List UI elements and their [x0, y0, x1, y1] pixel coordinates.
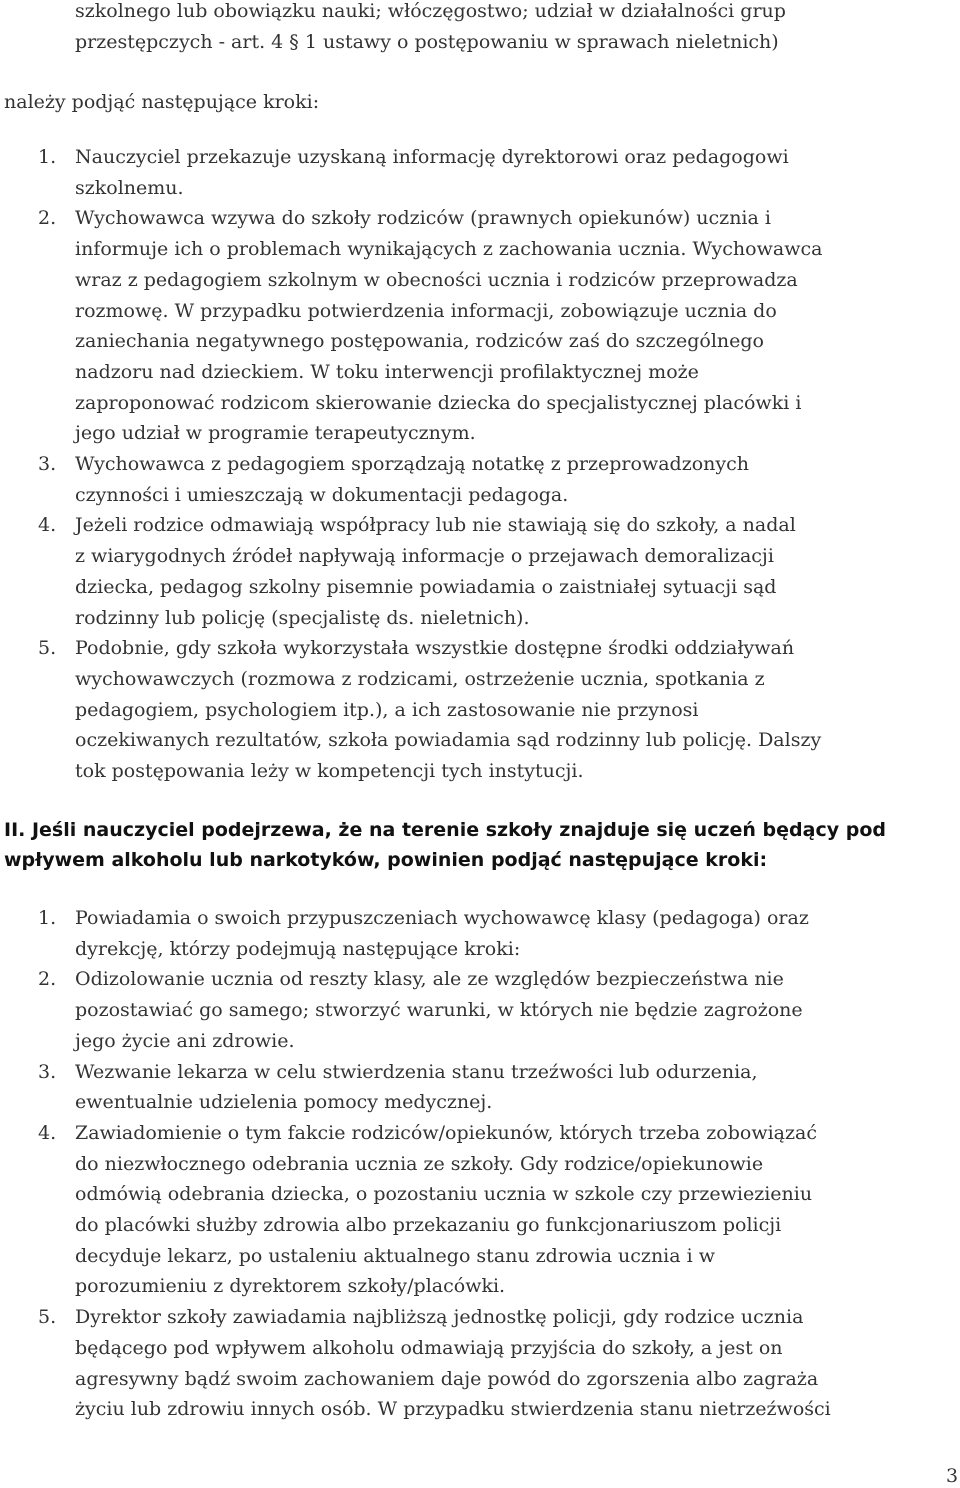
list-item-line: wychowawczych (rozmowa z rodzicami, ostrzeżenie ucznia, spotkania z: [75, 667, 765, 690]
list-item-number: 3.: [38, 1060, 57, 1083]
list-item-line: informuje ich o problemach wynikających z zachowania ucznia. Wychowawca: [75, 238, 823, 261]
list-item-number: 4.: [38, 1121, 57, 1144]
section-2-heading: [4, 815, 886, 845]
list-item-line: Nauczyciel przekazuje uzyskaną informację dyrektorowi oraz pedagogowi: [75, 146, 789, 168]
section-2-heading: [4, 845, 767, 875]
list-item-line: szkolnemu.: [75, 176, 184, 199]
intro-line: szkolnego lub obowiązku nauki; włóczęgostwo; udział w działalności grup: [75, 0, 786, 22]
intro-line: należy podjąć następujące kroki:: [4, 91, 320, 113]
list-item-line: Zawiadomienie o tym fakcie rodziców/opiekunów, których trzeba zobowiązać: [75, 1121, 817, 1144]
list-item-line: czynności i umieszczają w dokumentacji pedagoga.: [75, 483, 569, 506]
list-item-line: oczekiwanych rezultatów, szkoła powiadamia sąd rodzinny lub policję. Dalszy: [75, 729, 822, 752]
list-item-number: 1.: [38, 146, 57, 168]
list-item-line: agresywny bądź swoim zachowaniem daje powód do zgorszenia albo zagraża: [75, 1367, 819, 1390]
list-item-line: ewentualnie udzielenia pomocy medycznej.: [75, 1091, 493, 1114]
list-item-line: nadzoru nad dzieckiem. W toku interwencji profilaktycznej może: [75, 360, 699, 383]
list-item-line: Jeżeli rodzice odmawiają współpracy lub nie stawiają się do szkoły, a nadal: [75, 514, 796, 537]
list-item-line: dziecka, pedagog szkolny pisemnie powiadamia o zaistniałej sytuacji sąd: [75, 575, 777, 598]
section-2-heading-line: II. Jeśli nauczyciel podejrzewa, że na terenie szkoły znajduje się uczeń będący pod: [4, 819, 886, 841]
list-item-line: odmówią odebrania dziecka, o pozostaniu ucznia w szkole czy przewiezieniu: [75, 1183, 813, 1206]
list-item-line: zaproponować rodzicom skierowanie dziecka do specjalistycznej placówki i: [75, 391, 802, 414]
list-item-line: Wychowawca z pedagogiem sporządzają notatkę z przeprowadzonych: [75, 453, 749, 475]
section-2-heading-line: wpływem alkoholu lub narkotyków, powinien podjąć następujące kroki:: [4, 849, 768, 871]
list-item-line: decyduje lekarz, po ustaleniu aktualnego stanu zdrowia ucznia i w: [75, 1244, 716, 1267]
list-item-line: z wiarygodnych źródeł napływają informacje o przejawach demoralizacji: [75, 545, 774, 568]
list-item-line: Wychowawca wzywa do szkoły rodziców (prawnych opiekunów) ucznia i: [75, 207, 771, 230]
list-item-line: do niezwłocznego odebrania ucznia ze szkoły. Gdy rodzice/opiekunowie: [75, 1152, 764, 1175]
list-item-line: rozmowę. W przypadku potwierdzenia informacji, zobowiązuje ucznia do: [75, 299, 777, 322]
list-item-line: jego życie ani zdrowie.: [75, 1029, 295, 1052]
list-item-line: Wezwanie lekarza w celu stwierdzenia stanu trzeźwości lub odurzenia,: [75, 1060, 758, 1083]
list-item-line: Podobnie, gdy szkoła wykorzystała wszystkie dostępne środki oddziaływań: [75, 637, 795, 660]
list-item-line: dyrekcję, którzy podejmują następujące kroki:: [75, 937, 521, 960]
list-item-line: porozumieniu z dyrektorem szkoły/placówki.: [75, 1275, 506, 1298]
list-item-number: 5.: [38, 637, 57, 660]
list-item-line: Dyrektor szkoły zawiadamia najbliższą jednostkę policji, gdy rodzice ucznia: [75, 1306, 804, 1329]
list-item-number: 5.: [38, 1306, 57, 1329]
list-item-number: 3.: [38, 453, 57, 475]
list-item-line: wraz z pedagogiem szkolnym w obecności ucznia i rodziców przeprowadza: [75, 268, 798, 291]
list-item-line: życiu lub zdrowiu innych osób. W przypadku stwierdzenia stanu nietrzeźwości: [75, 1398, 831, 1421]
list-item-line: będącego pod wpływem alkoholu odmawiają przyjścia do szkoły, a jest on: [75, 1336, 783, 1359]
list-item-line: do placówki służby zdrowia albo przekazaniu go funkcjonariuszom policji: [75, 1214, 782, 1236]
list-item-line: Odizolowanie ucznia od reszty klasy, ale ze względów bezpieczeństwa nie: [75, 968, 784, 991]
list-item-line: pedagogiem, psychologiem itp.), a ich zastosowanie nie przynosi: [75, 698, 699, 721]
list-item-line: pozostawiać go samego; stworzyć warunki, w których nie będzie zagrożone: [75, 999, 803, 1022]
list-item-line: zaniechania negatywnego postępowania, rodziców zaś do szczególnego: [75, 330, 764, 353]
list-item-number: 2.: [38, 968, 57, 991]
list-item-number: 4.: [38, 514, 57, 537]
list-item-line: jego udział w programie terapeutycznym.: [75, 422, 476, 445]
list-item-number: 2.: [38, 207, 57, 230]
intro-line: przestępczych - art. 4 § 1 ustawy o postępowaniu w sprawach nieletnich): [75, 31, 779, 53]
list-item-line: Powiadamia o swoich przypuszczeniach wychowawcę klasy (pedagoga) oraz: [75, 907, 809, 929]
page-number: 3: [946, 1465, 959, 1487]
list-item-number: 1.: [38, 907, 57, 929]
list-item-line: tok postępowania leży w kompetencji tych instytucji.: [75, 760, 584, 782]
list-item-line: rodzinny lub policję (specjalistę ds. nieletnich).: [75, 606, 530, 629]
